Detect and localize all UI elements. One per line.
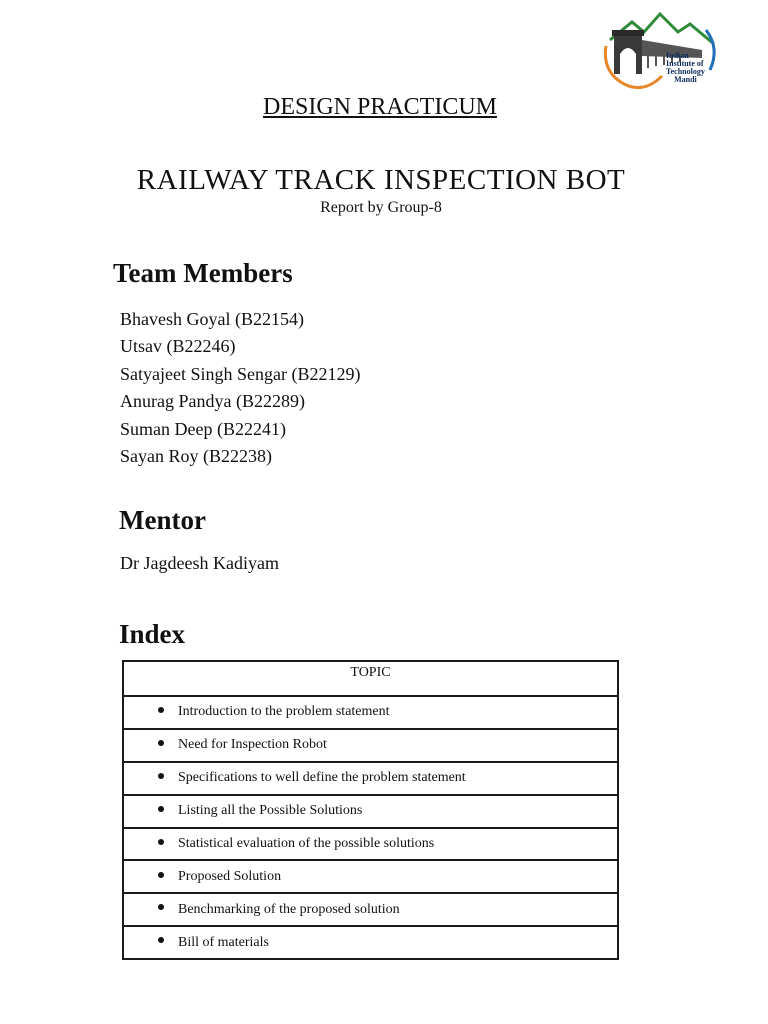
index-row (123, 828, 618, 861)
index-cell (123, 696, 618, 729)
logo-line: Mandi (674, 75, 697, 84)
index-row (123, 795, 618, 828)
bullet-icon (158, 839, 164, 845)
bullet-icon (158, 937, 164, 943)
index-topic: Listing all the Possible Solutions (178, 803, 363, 819)
index-row (123, 860, 618, 893)
index-cell (123, 893, 618, 926)
index-topic: Benchmarking of the proposed solution (178, 901, 400, 917)
document-heading: DESIGN PRACTICUM (262, 94, 498, 120)
index-heading: Index (119, 619, 186, 649)
index-table (122, 660, 619, 960)
index-row (123, 729, 618, 762)
team-member: Utsav (B22246) (120, 336, 236, 357)
logo-line: Indian (666, 51, 689, 60)
index-cell (123, 795, 618, 828)
index-header-row (123, 661, 618, 696)
bullet-icon (158, 707, 164, 713)
bullet-icon (158, 904, 164, 910)
team-members-heading: Team Members (113, 258, 293, 288)
mentor-heading: Mentor (119, 505, 206, 535)
index-cell (123, 762, 618, 795)
mentor-name: Dr Jagdeesh Kadiyam (120, 553, 279, 573)
document-title: RAILWAY TRACK INSPECTION BOT (136, 164, 626, 196)
document-subtitle: Report by Group-8 (320, 199, 442, 216)
team-member: Bhavesh Goyal (B22154) (120, 309, 304, 329)
index-cell (123, 926, 618, 959)
team-member: Anurag Pandya (B22289) (120, 391, 305, 412)
index-topic: Introduction to the problem statement (178, 704, 390, 720)
logo-line: Technology (666, 67, 705, 76)
index-row (123, 696, 618, 729)
logo-text (666, 52, 705, 84)
index-topic: Specifications to well define the problem statement (178, 770, 466, 786)
bullet-icon (158, 806, 164, 812)
index-row (123, 926, 618, 959)
index-cell (123, 729, 618, 762)
team-member: Satyajeet Singh Sengar (B22129) (120, 363, 361, 384)
bullet-icon (158, 872, 164, 878)
team-member: Suman Deep (B22241) (120, 418, 286, 439)
index-row (123, 893, 618, 926)
bullet-icon (158, 740, 164, 746)
institute-logo (602, 10, 722, 106)
index-topic: Statistical evaluation of the possible solutions (178, 835, 435, 851)
index-topic: Bill of materials (178, 934, 269, 950)
index-cell (123, 828, 618, 861)
index-column-header: TOPIC (123, 661, 618, 696)
bullet-icon (158, 773, 164, 779)
index-topic: Need for Inspection Robot (178, 737, 327, 753)
team-member: Sayan Roy (B22238) (120, 445, 272, 466)
team-members-list (120, 306, 360, 470)
logo-line: Institute of (666, 59, 704, 68)
index-topic: Proposed Solution (178, 868, 282, 884)
index-cell (123, 860, 618, 893)
index-row (123, 762, 618, 795)
